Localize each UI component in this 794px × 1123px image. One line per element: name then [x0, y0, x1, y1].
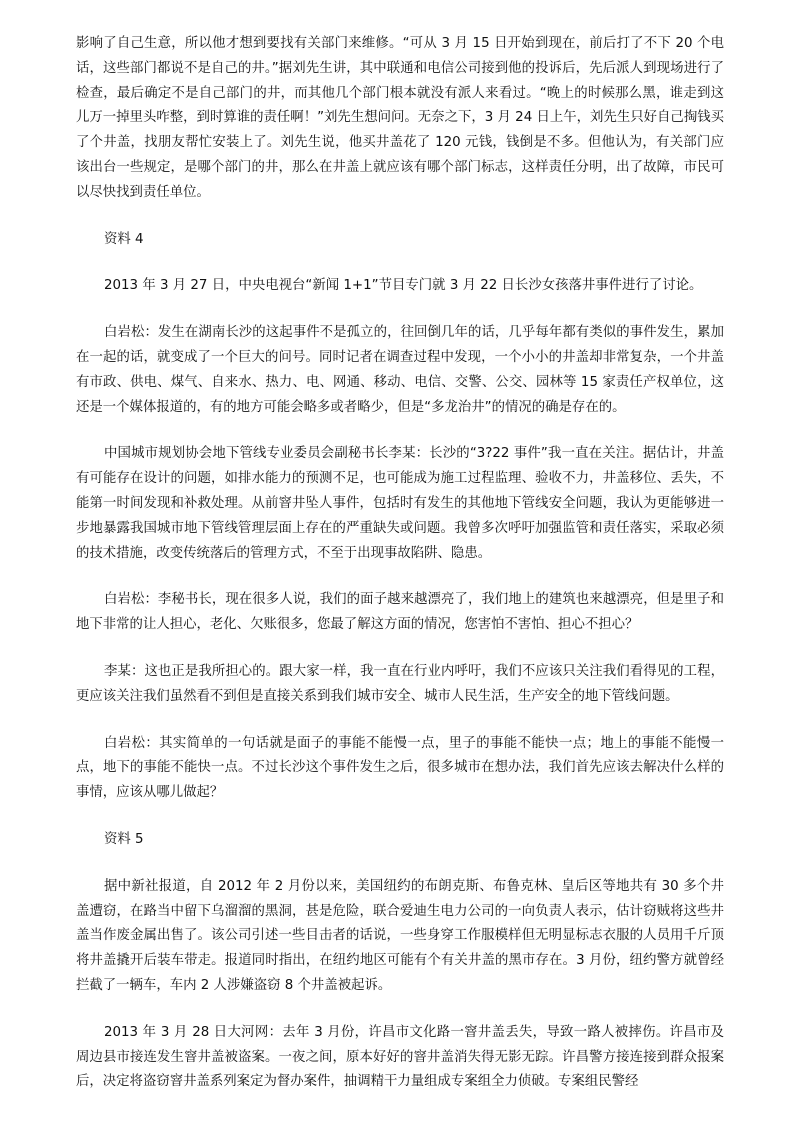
document-page — [76, 32, 724, 1095]
paragraph-cctv-intro: 2013 年 3 月 27 日，中央电视台“新闻 1+1”节目专门就 3 月 22 日长沙女孩落井事件进行了讨论。 — [104, 278, 703, 294]
paragraph-xuchang-report: 2013 年 3 月 28 日大河网：去年 3 月份，许昌市文化路一窨井盖丢失，导致一路人被摔伤。许昌市及周边县市接连发生窨井盖被盗案。一夜之间，原本好好的窨井盖消失得无影无踪。许昌警方接连接到群众报案后，决定将盗窃窨井盖系列案定为督办案件，抽调精干力量组成专案组全力侦破。专案组民警经 — [76, 1024, 724, 1090]
paragraph-li-statement-2: 李某：这也正是我所担心的。跟大家一样，我一直在行业内呼吁，我们不应该只关注我们看得见的工程，更应该关注我们虽然看不到但是直接关系到我们城市安全、城市人民生活，生产安全的地下管线问题。 — [76, 663, 724, 704]
paragraph-continuation: 影响了自己生意，所以他才想到要找有关部门来维修。“可从 3 月 15 日开始到现在，前后打了不下 20 个电话，这些部门都说不是自己的井。”据刘先生讲，其中联通和电信公司接到他的投诉后，先后派人到现场进行了检查，最后确定不是自己部门的井，而其他几个部门根本就没有派人来看过。“晚上的时候那么黑，谁走到这儿万一掉里头咋整，到时算谁的责任啊！”刘先生想问问。无奈之下，3 月 24 日上午，刘先生只好自己掏钱买了个井盖，找朋友帮忙安装上了。刘先生说，他买井盖花了 120 元钱，钱倒是不多。但他认为，有关部门应该出台一些规定，是哪个部门的井，那么在井盖上就应该有哪个部门标志，这样责任分明，出了故障，市民可以尽快找到责任单位。 — [76, 36, 724, 200]
paragraph-bai-yansong-1: 白岩松：发生在湖南长沙的这起事件不是孤立的，往回倒几年的话，几乎每年都有类似的事件发生，累加在一起的话，就变成了一个巨大的问号。同时记者在调查过程中发现，一个小小的井盖却非常复杂，一个井盖有市政、供电、煤气、自来水、热力、电、网通、移动、电信、交警、公交、园林等 15 家责任产权单位，这还是一个媒体报道的，有的地方可能会略多或者略少，但是“多龙治井”的情况的确是存在的。 — [76, 325, 724, 415]
section-heading-material-5: 资料 5 — [104, 831, 144, 847]
paragraph-new-york-report: 据中新社报道，自 2012 年 2 月份以来，美国纽约的布朗克斯、布鲁克林、皇后区等地共有 30 多个井盖遭窃，在路当中留下乌溜溜的黑洞，甚是危险，联合爱迪生电力公司的一向负责人表示，估计窃贼将这些井盖当作废金属出售了。该公司引述一些目击者的话说，一些身穿工作服模样但无明显标志衣服的人员用千斤顶将井盖撬开后装车带走。报道同时指出，在纽约地区可能有个有关井盖的黑市存在。3 月份，纽约警方就曾经拦截了一辆车，车内 2 人涉嫌盗窃 8 个井盖被起诉。 — [76, 878, 724, 993]
paragraph-bai-yansong-2: 白岩松：李秘书长，现在很多人说，我们的面子越来越漂亮了，我们地上的建筑也来越漂亮，但是里子和地下非常的让人担心，老化、欠账很多，您最了解这方面的情况，您害怕不害怕、担心不担心？ — [76, 592, 724, 633]
paragraph-li-statement-1: 中国城市规划协会地下管线专业委员会副秘书长李某：长沙的“3?22 事件”我一直在关注。据估计，井盖有可能存在设计的问题，如排水能力的预测不足，也可能成为施工过程监理、验收不力，井盖移位、丢失，不能第一时间发现和补救处理。从前窨井坠人事件，包括时有发生的其他地下管线安全问题，我认为更能够进一步地暴露我国城市地下管线管理层面上存在的严重缺失或问题。我曾多次呼吁加强监管和责任落实，采取必须的技术措施，改变传统落后的管理方式，不至于出现事故陷阱、隐患。 — [76, 446, 724, 561]
paragraph-bai-yansong-3: 白岩松：其实简单的一句话就是面子的事能不能慢一点，里子的事能不能快一点；地上的事能不能慢一点，地下的事能不能快一点。不过长沙这个事件发生之后，很多城市在想办法，我们首先应该去解决什么样的事情，应该从哪儿做起？ — [76, 735, 724, 801]
section-heading-material-4: 资料 4 — [104, 231, 144, 247]
